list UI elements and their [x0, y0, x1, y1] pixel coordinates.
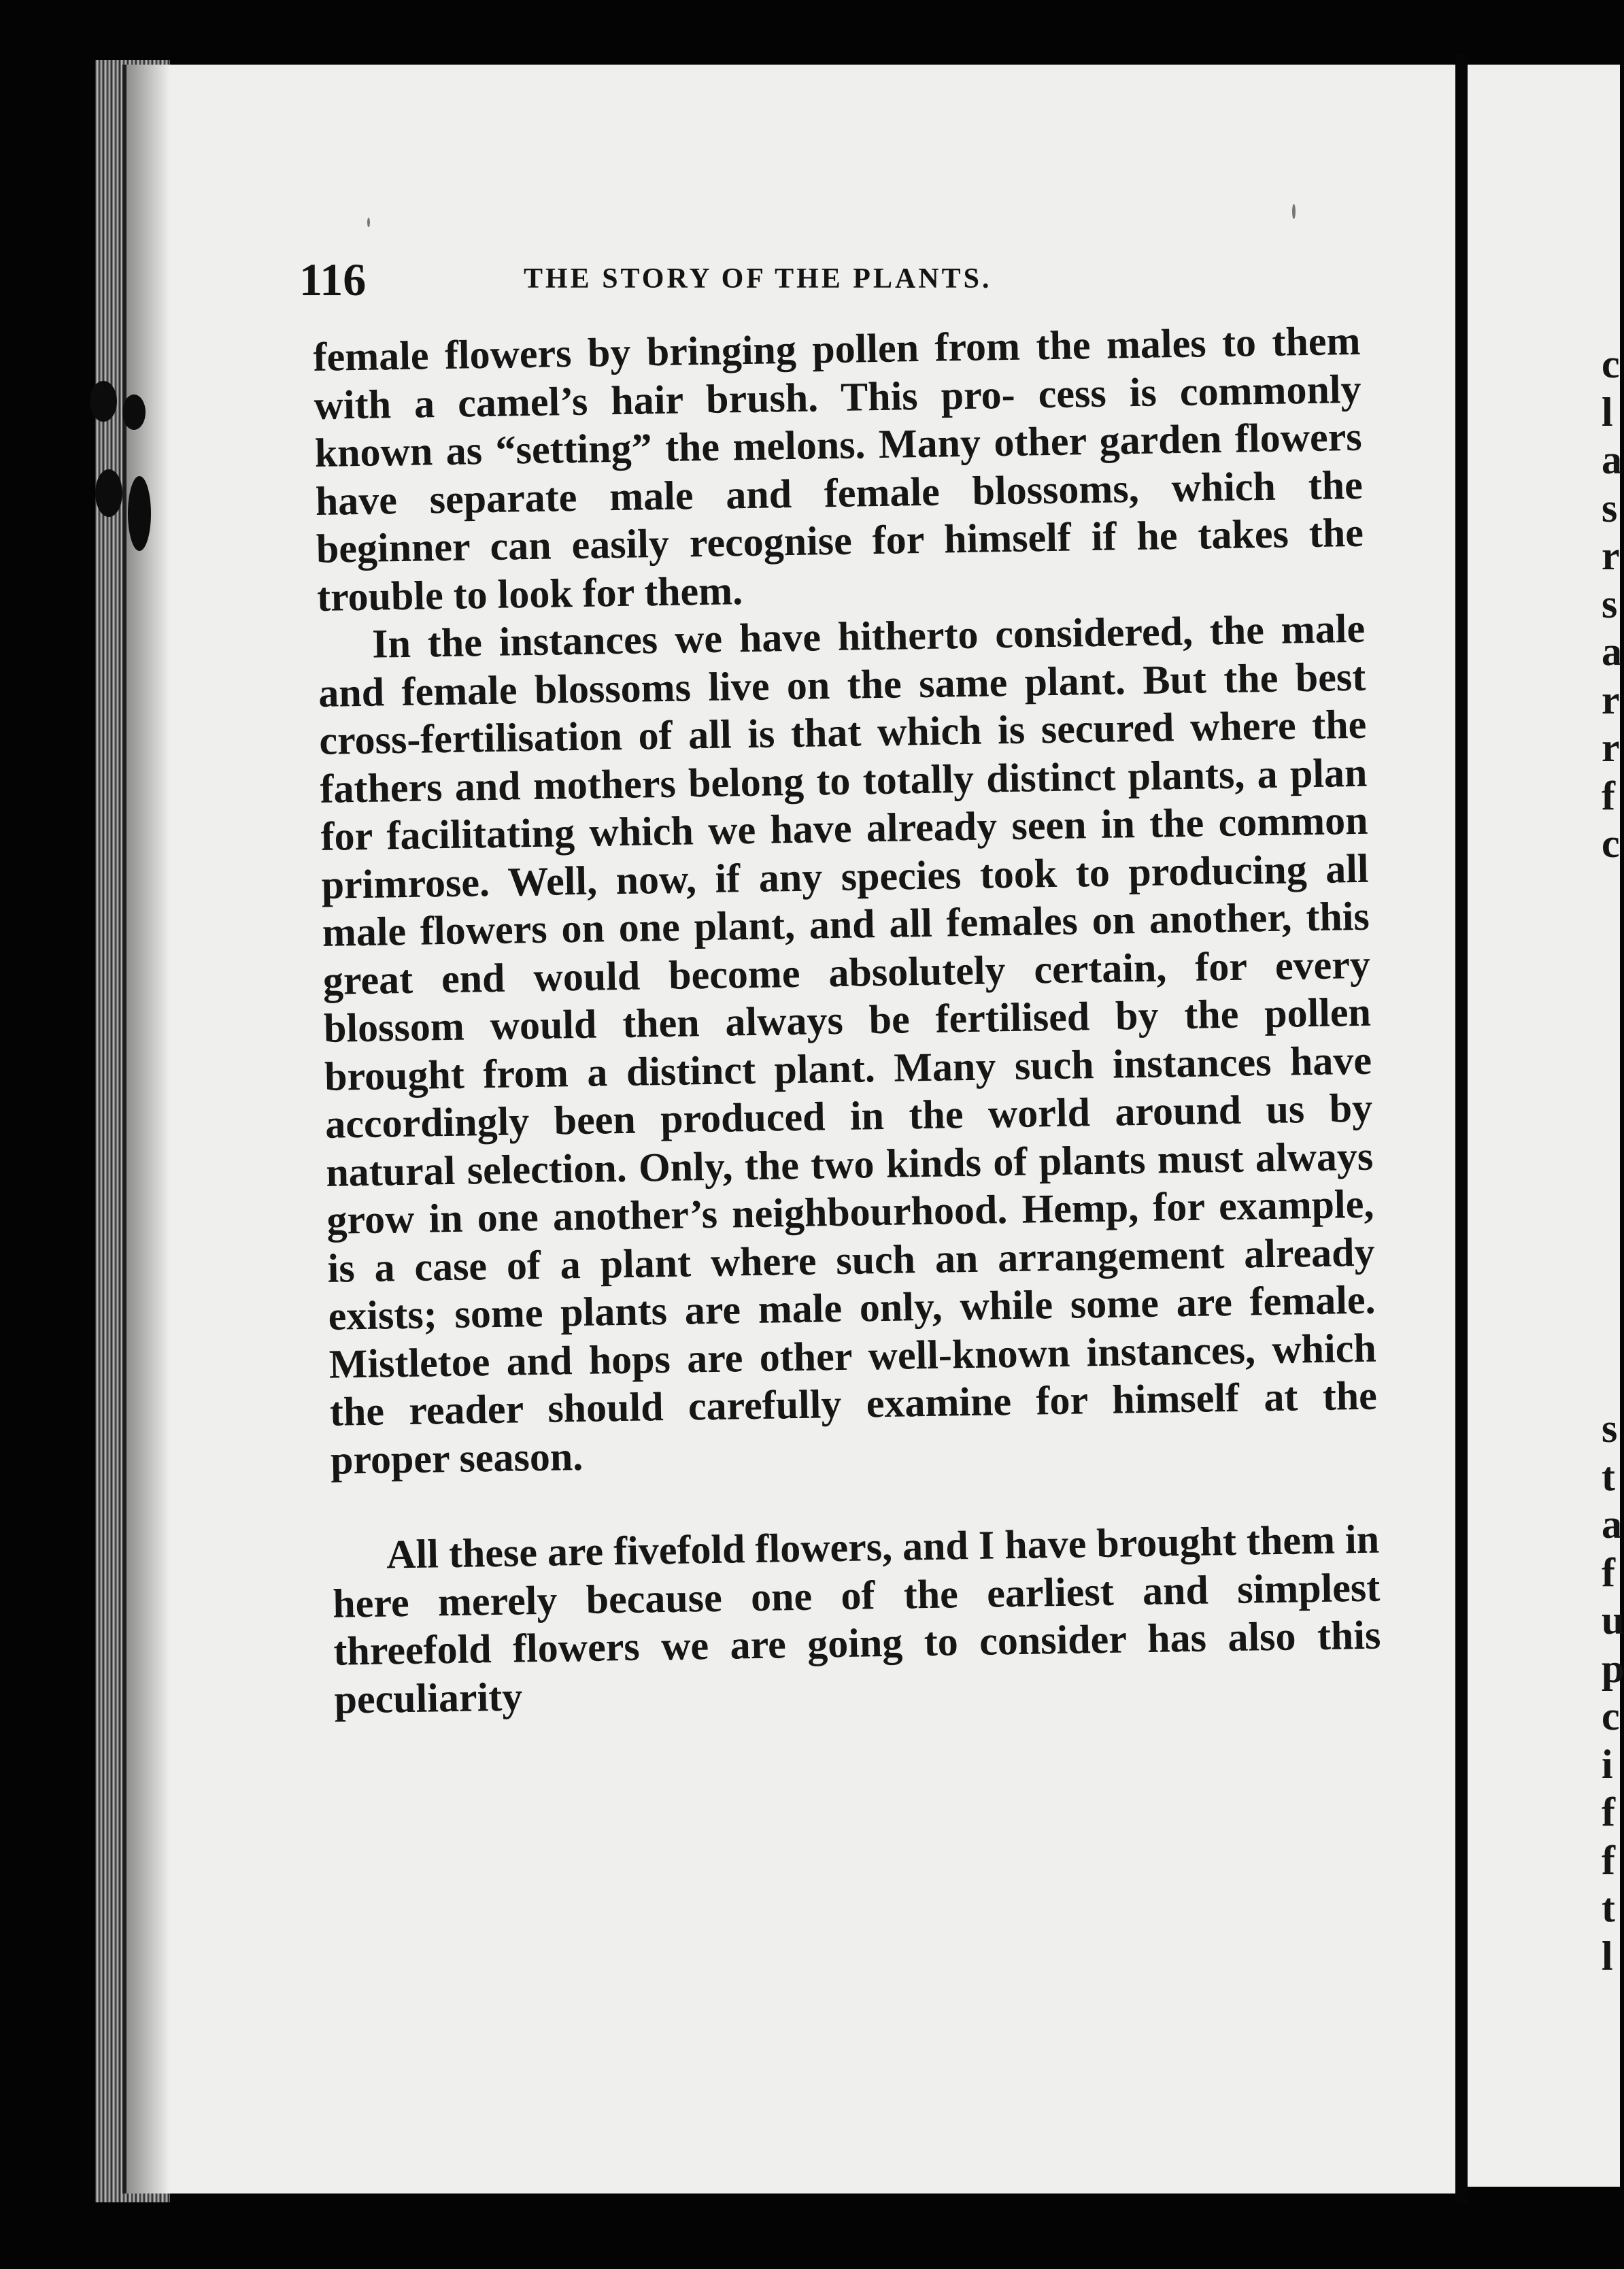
gutter-shadow [122, 65, 170, 2194]
next-page-letter: r [1602, 533, 1620, 578]
paragraph-fivefold-flowers: All these are fivefold flowers, and I have brought them in here merely because one of the earliest and simplest threefold flowers we are going to consider has also this peculiarity [332, 1516, 1381, 1722]
next-page-letter: s [1602, 581, 1618, 626]
next-page-letter: s [1602, 485, 1618, 531]
ink-blot [95, 469, 122, 517]
page-header [299, 253, 1353, 314]
next-page-letter: p [1602, 1645, 1624, 1691]
paper-speck [1292, 204, 1296, 219]
next-page-letter: t [1602, 1885, 1615, 1930]
paragraph-continuation: female flowers by bringing pollen from the males to them with a camel’s hair brush. This pro- cess is commonly known as “setting” the melons. Many other garden flowers have separate male and female blossoms, which the beginner can easily recognise for himself if he takes the trouble to look for them. [313, 318, 1364, 620]
next-page-letter-column-bottom [1602, 1405, 1624, 1980]
next-page-letter: a [1602, 629, 1622, 674]
body-text [313, 317, 1382, 1724]
ink-blot [122, 394, 146, 430]
next-page-letter: a [1602, 437, 1622, 482]
next-page-letter: i [1602, 1741, 1613, 1787]
next-page-letter: f [1602, 773, 1615, 818]
next-page-letter: a [1602, 1502, 1622, 1547]
running-head: THE STORY OF THE PLANTS. [524, 263, 992, 295]
next-page-letter: r [1602, 725, 1620, 770]
next-page-letter: c [1602, 341, 1620, 386]
next-page-letter: t [1602, 1453, 1615, 1499]
next-page-letter: u [1602, 1598, 1624, 1643]
next-page-letter: r [1602, 677, 1620, 722]
next-page-letter: c [1602, 821, 1620, 866]
page-divider [1455, 54, 1468, 2204]
ink-blot [128, 476, 151, 551]
page-number: 116 [299, 254, 367, 305]
next-page-letter: c [1602, 1694, 1620, 1738]
paper-speck [367, 218, 370, 227]
next-page-letter-column-top [1602, 340, 1620, 868]
next-page-letter: s [1602, 1406, 1618, 1451]
next-page-letter: f [1602, 1549, 1615, 1595]
next-page-letter: f [1602, 1837, 1615, 1883]
paragraph-cross-fertilisation: In the instances we have hitherto considered, the male and female blossoms live on the same plant. But the best cross-fertilisation of all is that which is secured where the fathers and mothers belong to totally distinct plants, a plan for facilitating which we have already seen in the common primrose. Well, now, if any species took to producing all male flowers on one plant, and all females on another, this great end would become absolutely certain, for every blossom would then always be fertilised by the pollen brought from a distinct plant. Many such instances have accordingly been produced in the world around us by natural selection. Only, the two kinds of plants must always grow in one another’s neighbourhood. Hemp, for example, is a case of a plant where such an arrangement already exists; some plants are male only, while some are female. Mistletoe and hops are other well-known instances, which the reader should carefully examine for himself at the proper season. [318, 605, 1378, 1483]
next-page-letter: l [1602, 1933, 1613, 1979]
ink-blot [90, 381, 117, 422]
next-page-letter: f [1602, 1789, 1615, 1834]
next-page-letter: l [1602, 389, 1613, 435]
